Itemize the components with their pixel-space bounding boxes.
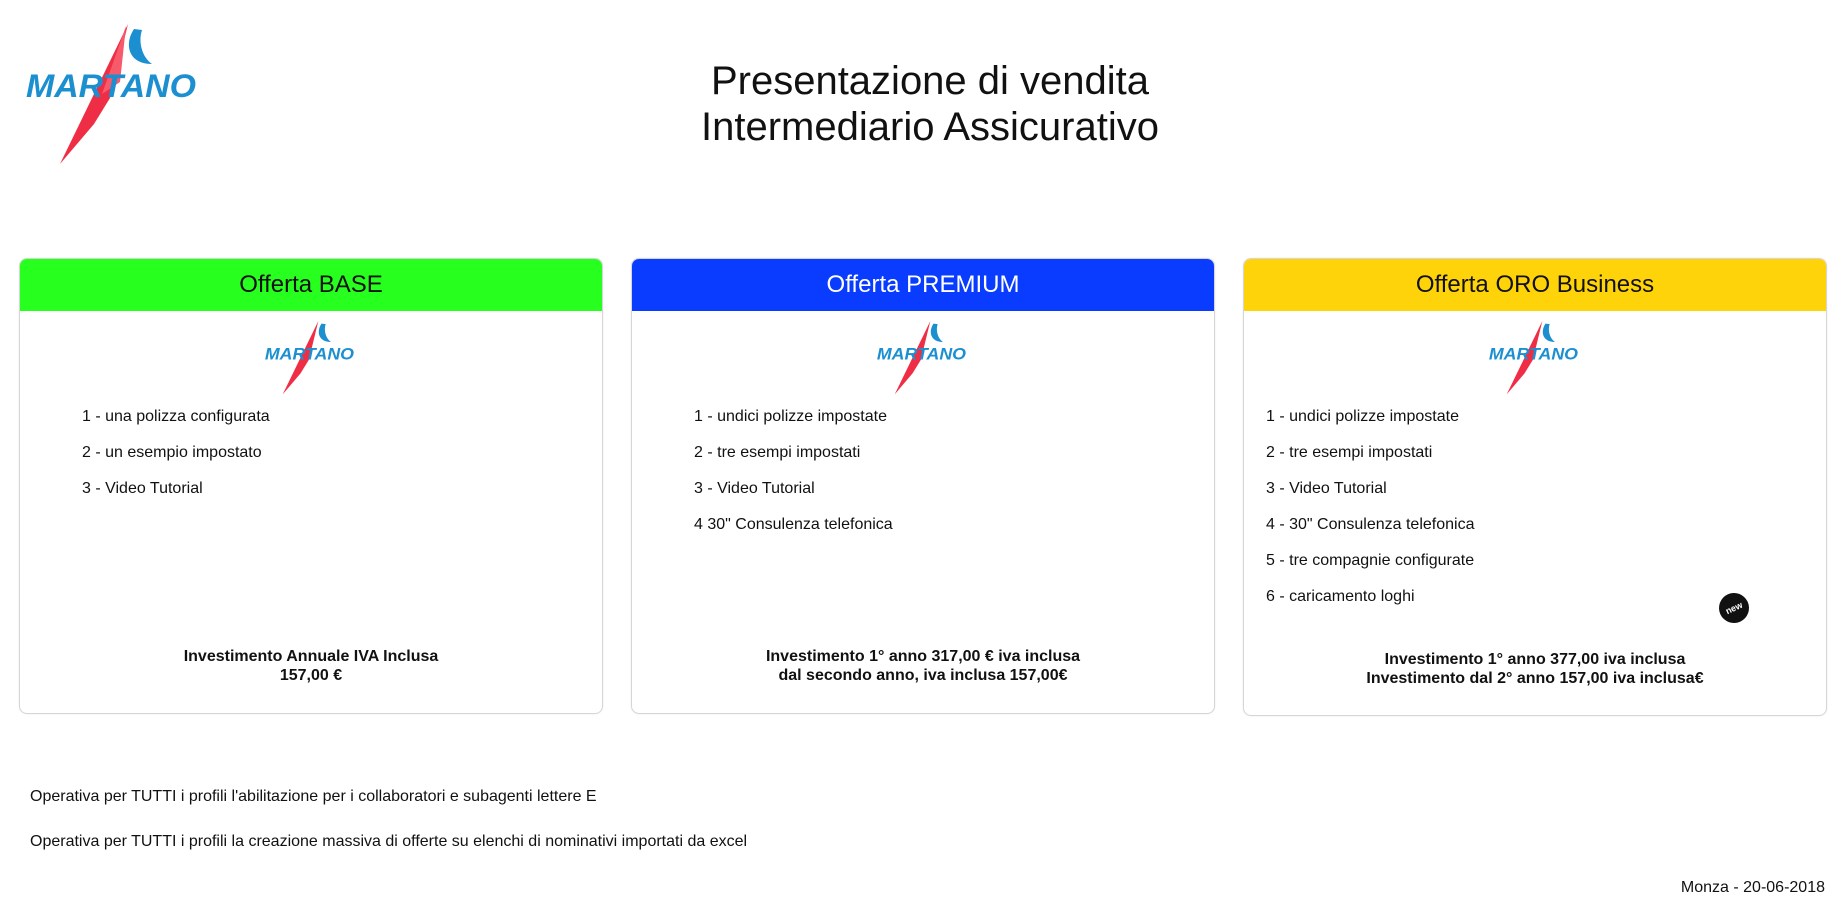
- offer-feature-item: 2 - un esempio impostato: [82, 444, 262, 461]
- offer-feature-item: 3 - Video Tutorial: [694, 480, 815, 497]
- offer-card-premium: [631, 258, 1215, 714]
- offer-feature-list: [1244, 407, 1826, 607]
- martano-logo-small: [875, 321, 971, 397]
- page-title-line-2: Intermediario Assicurativo: [701, 105, 1159, 149]
- offer-feature-item: 4 30" Consulenza telefonica: [694, 516, 893, 533]
- offer-card-header: Offerta ORO Business: [1244, 259, 1826, 311]
- offer-feature-item: 2 - tre esempi impostati: [694, 444, 861, 461]
- martano-logo-small: [1487, 321, 1583, 397]
- martano-logo-small-text: MARTANO: [264, 344, 354, 364]
- offer-feature-item: 1 - undici polizze impostate: [694, 408, 887, 425]
- offer-card-header: Offerta PREMIUM: [632, 259, 1214, 311]
- offer-feature-item: 4 - 30" Consulenza telefonica: [1266, 516, 1475, 533]
- martano-logo-small-text: MARTANO: [876, 344, 966, 364]
- offer-feature-list: [632, 407, 1214, 535]
- offer-feature-item: 3 - Video Tutorial: [82, 480, 203, 497]
- offer-price-line-2: dal secondo anno, iva inclusa 157,00€: [778, 667, 1068, 684]
- martano-logo-small-text: MARTANO: [1488, 344, 1578, 364]
- offer-feature-list: [20, 407, 602, 499]
- offer-price-line-1: Investimento 1° anno 377,00 iva inclusa: [1384, 651, 1686, 668]
- offer-feature-item: 6 - caricamento loghi: [1266, 588, 1415, 605]
- offer-card-base: [19, 258, 603, 714]
- martano-logo-text: MARTANO: [26, 68, 197, 104]
- note-bulk-offers: Operativa per TUTTI i profili la creazione massiva di offerte su elenchi di nominativi importati da excel: [30, 833, 748, 850]
- new-badge-icon: new: [1714, 588, 1754, 628]
- offer-feature-item: 2 - tre esempi impostati: [1266, 444, 1433, 461]
- offer-price-line-1: Investimento 1° anno 317,00 € iva inclusa: [765, 648, 1081, 665]
- place-date: Monza - 20-06-2018: [1680, 879, 1825, 896]
- offer-price-line-2: Investimento dal 2° anno 157,00 iva inclusa€: [1366, 670, 1704, 687]
- offer-feature-item: 1 - undici polizze impostate: [1266, 408, 1459, 425]
- page-title-line-1: Presentazione di vendita: [710, 59, 1150, 103]
- offer-feature-item: 1 - una polizza configurata: [82, 408, 270, 425]
- martano-logo-small: [263, 321, 359, 397]
- page-title: [0, 58, 1841, 150]
- offer-card-header: Offerta BASE: [20, 259, 602, 311]
- offer-price-line-1: Investimento Annuale IVA Inclusa: [183, 648, 439, 665]
- offer-price: [632, 647, 1214, 685]
- note-collaborators: Operativa per TUTTI i profili l'abilitazione per i collaboratori e subagenti lettere E: [30, 788, 597, 805]
- offer-feature-item: 3 - Video Tutorial: [1266, 480, 1387, 497]
- offer-card-oro-business: [1243, 258, 1827, 716]
- offer-price: [20, 647, 602, 685]
- offer-price-line-2: 157,00 €: [279, 667, 343, 684]
- offer-price: [1244, 650, 1826, 688]
- offer-feature-item: 5 - tre compagnie configurate: [1266, 552, 1475, 569]
